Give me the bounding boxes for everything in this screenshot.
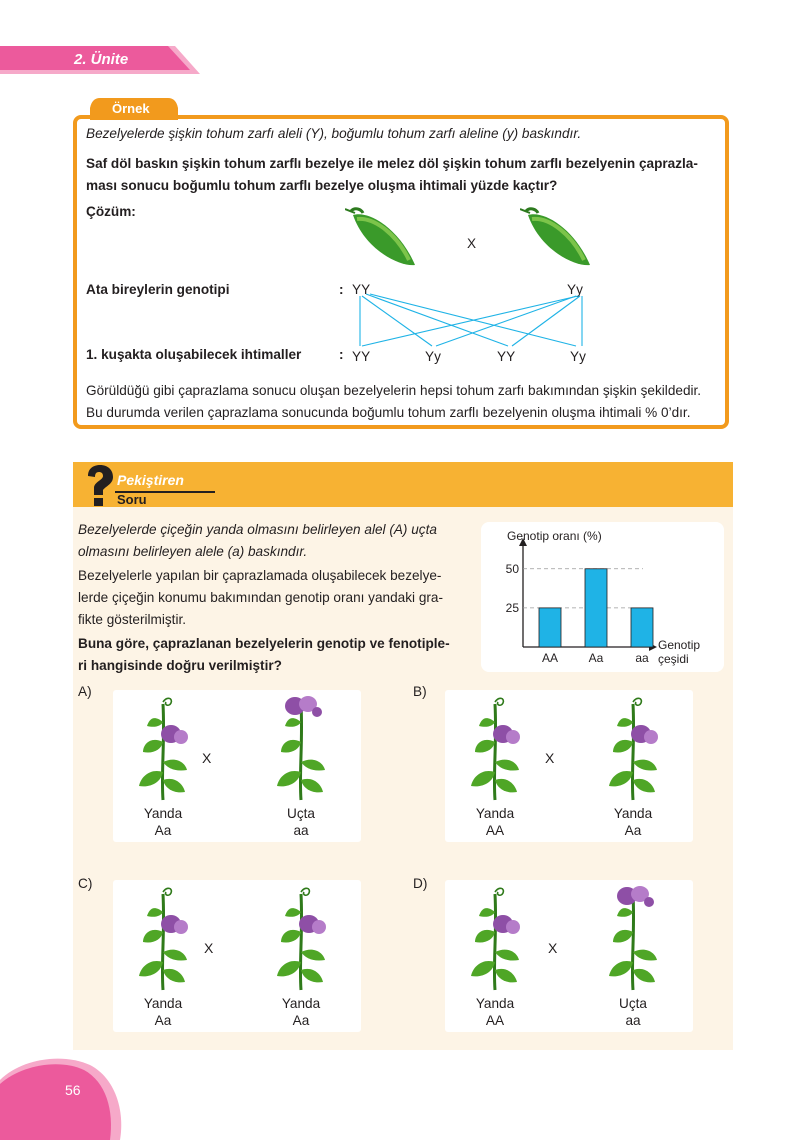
example-question-line2: ması sonucu boğumlu tohum zarflı bezelye oluşma ihtimali yüzde kaçtır? bbox=[86, 178, 558, 193]
genotype-chart-card bbox=[481, 522, 724, 672]
pea-plant-image bbox=[123, 882, 203, 997]
punnett-cross-lines bbox=[340, 290, 600, 350]
pea-cross-sign: X bbox=[467, 236, 477, 251]
pea-plant-image bbox=[261, 692, 341, 807]
cross-sign: X bbox=[548, 940, 558, 956]
phenotype-label: Yanda bbox=[281, 996, 321, 1011]
phenotype-label: Yanda bbox=[475, 996, 515, 1011]
option-letter[interactable]: B) bbox=[413, 684, 427, 699]
option-letter[interactable]: A) bbox=[78, 684, 92, 699]
x-axis-label-line2: çeşidi bbox=[658, 652, 689, 666]
reinforce-body-line2: lerde çiçeğin konumu bakımından genotip oranı yandaki gra- bbox=[78, 590, 443, 605]
genotype-label: Aa bbox=[154, 823, 172, 838]
reinforce-intro-line2: olmasını belirleyen alele (a) baskındır. bbox=[78, 544, 308, 559]
y-tick-label: 50 bbox=[505, 561, 519, 576]
phenotype-label: Yanda bbox=[613, 806, 653, 821]
pea-plant-image bbox=[261, 882, 341, 997]
reinforce-intro-line1: Bezelyelerde çiçeğin yanda olmasını belirleyen alel (A) uçta bbox=[78, 522, 437, 537]
reinforce-subtitle: Soru bbox=[117, 492, 147, 507]
page-number: 56 bbox=[65, 1082, 81, 1098]
pea-plant-image bbox=[455, 882, 535, 997]
genotype-label: Aa bbox=[624, 823, 642, 838]
x-tick-label: aa bbox=[635, 651, 649, 665]
pea-plant-image bbox=[123, 692, 203, 807]
pea-pod-image-left bbox=[345, 205, 425, 275]
example-tab-label: Örnek bbox=[112, 101, 150, 116]
y-tick-label: 25 bbox=[505, 600, 519, 615]
reinforce-header bbox=[73, 462, 733, 507]
f1-colon: : bbox=[339, 347, 344, 362]
parent2-genotype: Yy bbox=[567, 282, 583, 297]
cross-sign: X bbox=[545, 750, 555, 766]
genotype-label: aa bbox=[625, 1013, 641, 1028]
genotype-label: aa bbox=[293, 823, 309, 838]
bar-Aa bbox=[585, 569, 607, 647]
genotype-label: Aa bbox=[292, 1013, 310, 1028]
reinforce-ask-line1: Buna göre, çaprazlanan bezelyelerin genotip ve fenotiple- bbox=[78, 636, 450, 651]
option-letter[interactable]: C) bbox=[78, 876, 93, 891]
cross-sign: X bbox=[204, 940, 214, 956]
question-mark-icon bbox=[80, 464, 116, 508]
phenotype-label: Yanda bbox=[143, 806, 183, 821]
reinforce-title: Pekiştiren bbox=[117, 472, 184, 488]
f1-genotype-2: Yy bbox=[425, 349, 441, 364]
phenotype-label: Uçta bbox=[619, 996, 647, 1011]
f1-genotype-4: Yy bbox=[570, 349, 586, 364]
bar-AA bbox=[539, 608, 561, 647]
reinforce-body-line1: Bezelyelerle yapılan bir çaprazlamada oluşabilecek bezelye- bbox=[78, 568, 442, 583]
conclusion-line2: Bu durumda verilen çaprazlama sonucunda boğumlu tohum zarflı bezelyenin oluşma ihtimali % 0’dır. bbox=[86, 405, 691, 420]
f1-genotype-1: YY bbox=[352, 349, 371, 364]
f1-genotype-3: YY bbox=[497, 349, 516, 364]
example-question-line1: Saf döl baskın şişkin tohum zarflı bezelye ile melez döl şişkin tohum zarflı bezelyenin çaprazla- bbox=[86, 156, 698, 171]
cross-sign: X bbox=[202, 750, 212, 766]
f1-label: 1. kuşakta oluşabilecek ihtimaller bbox=[86, 347, 302, 362]
pea-plant-image bbox=[593, 882, 673, 997]
genotype-label: Aa bbox=[154, 1013, 172, 1028]
unit-banner bbox=[0, 46, 200, 74]
genotype-label: AA bbox=[485, 1013, 505, 1028]
reinforce-ask-line2: ri hangisinde doğru verilmiştir? bbox=[78, 658, 282, 673]
unit-label: 2. Ünite bbox=[74, 51, 129, 68]
example-tab bbox=[90, 98, 178, 120]
pea-plant-image bbox=[593, 692, 673, 807]
x-axis-label-line1: Genotip bbox=[658, 638, 701, 652]
genotype-bar-chart bbox=[481, 522, 724, 672]
parents-label: Ata bireylerin genotipi bbox=[86, 282, 230, 297]
x-tick-label: Aa bbox=[588, 651, 604, 665]
phenotype-label: Yanda bbox=[475, 806, 515, 821]
reinforce-body-line3: fikte gösterilmiştir. bbox=[78, 612, 187, 627]
bar-aa bbox=[631, 608, 653, 647]
y-axis-label: Genotip oranı (%) bbox=[507, 529, 602, 543]
parent1-genotype: YY bbox=[352, 282, 371, 297]
option-letter[interactable]: D) bbox=[413, 876, 428, 891]
pea-plant-image bbox=[455, 692, 535, 807]
genotype-label: AA bbox=[485, 823, 505, 838]
x-tick-label: AA bbox=[541, 651, 559, 665]
phenotype-label: Uçta bbox=[287, 806, 315, 821]
parents-colon: : bbox=[339, 282, 344, 297]
phenotype-label: Yanda bbox=[143, 996, 183, 1011]
conclusion-line1: Görüldüğü gibi çaprazlama sonucu oluşan bezelyelerin hepsi tohum zarfı bakımından şişkin şekildedir. bbox=[86, 383, 702, 398]
pea-pod-image-right bbox=[520, 205, 600, 275]
solution-label: Çözüm: bbox=[86, 204, 136, 219]
example-intro: Bezelyelerde şişkin tohum zarfı aleli (Y), boğumlu tohum zarfı aleline (y) baskındır. bbox=[86, 126, 582, 141]
